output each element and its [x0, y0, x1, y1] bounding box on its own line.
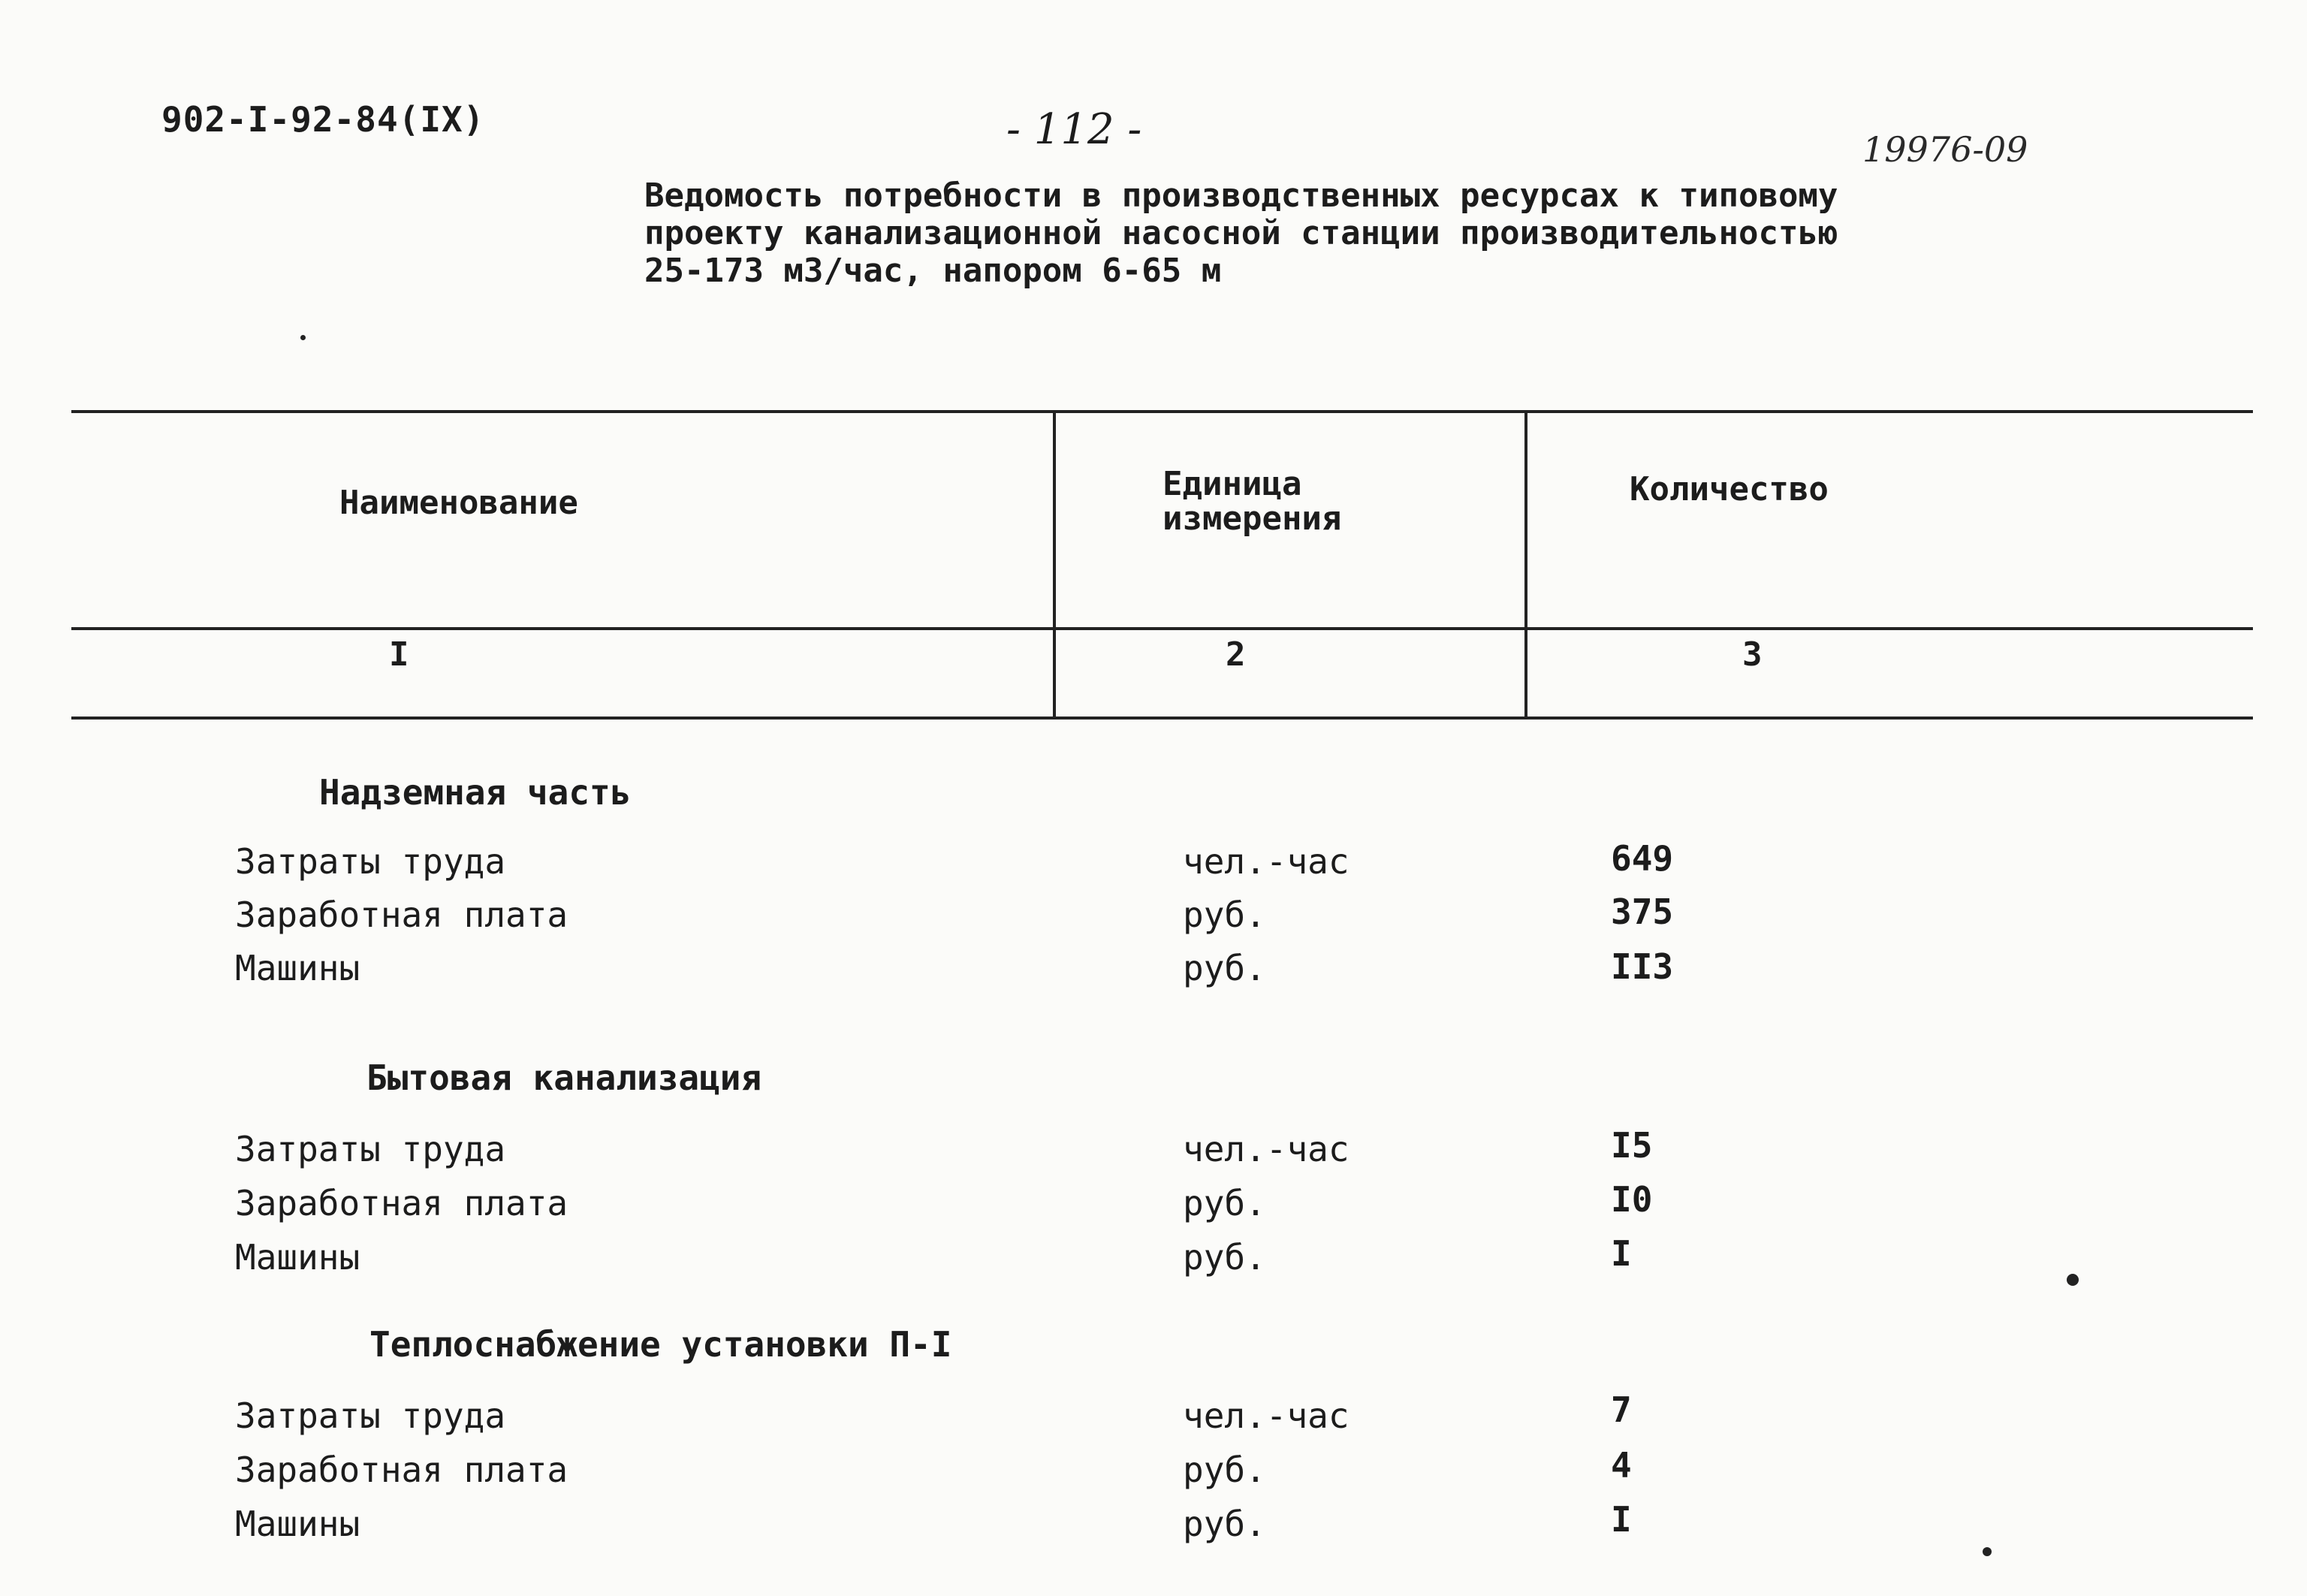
- row-unit: чел.-час: [1183, 841, 1350, 882]
- row-quantity: 4: [1611, 1445, 1632, 1486]
- row-unit: руб.: [1183, 1237, 1266, 1278]
- row-unit: руб.: [1183, 1504, 1266, 1544]
- table-numbers-rule: [71, 717, 2253, 720]
- row-unit: чел.-час: [1183, 1129, 1350, 1169]
- row-name: Заработная плата: [235, 895, 568, 935]
- row-quantity: II3: [1611, 946, 1674, 987]
- scan-speck: [300, 335, 306, 340]
- section-title: Бытовая канализация: [366, 1057, 762, 1098]
- row-name: Машины: [235, 1237, 360, 1278]
- row-name: Затраты труда: [235, 1395, 506, 1436]
- row-unit: руб.: [1183, 1450, 1266, 1490]
- row-quantity: I: [1611, 1233, 1632, 1274]
- row-name: Затраты труда: [235, 1129, 506, 1169]
- page-number: - 112 -: [1006, 105, 1142, 154]
- scan-speck: [1983, 1547, 1992, 1556]
- section-title: Надземная часть: [319, 772, 632, 813]
- column-divider-1: [1053, 410, 1056, 720]
- document-title: [644, 177, 1838, 290]
- column-number-3: 3: [1742, 635, 1763, 674]
- table-top-rule: [71, 410, 2253, 413]
- title-line: Ведомость потребности в производственных ресурсах к типовому: [644, 176, 1838, 215]
- table-header-rule: [71, 627, 2253, 630]
- title-line: проекту канализационной насосной станции производительностью: [644, 214, 1838, 252]
- row-quantity: I: [1611, 1499, 1632, 1540]
- title-line: 25-173 м3/час, напором 6-65 м: [644, 252, 1222, 290]
- inventory-number: 19976-09: [1862, 129, 2028, 170]
- row-unit: руб.: [1183, 948, 1266, 988]
- row-quantity: 649: [1611, 838, 1674, 879]
- document-code: 902-I-92-84(IX): [161, 99, 485, 140]
- row-unit: руб.: [1183, 895, 1266, 935]
- row-quantity: 7: [1611, 1389, 1632, 1430]
- row-name: Затраты труда: [235, 841, 506, 882]
- row-unit: чел.-час: [1183, 1395, 1350, 1436]
- column-divider-2: [1524, 410, 1527, 720]
- column-header-name: Наименование: [339, 484, 578, 522]
- column-number-2: 2: [1226, 635, 1246, 674]
- column-header-quantity: Количество: [1630, 470, 1829, 508]
- row-name: Заработная плата: [235, 1183, 568, 1223]
- scan-speck: [2067, 1274, 2079, 1286]
- row-name: Машины: [235, 1504, 360, 1544]
- row-quantity: I0: [1611, 1179, 1653, 1220]
- row-quantity: I5: [1611, 1125, 1653, 1166]
- column-header-unit: Единица измерения: [1163, 465, 1342, 538]
- row-name: Заработная плата: [235, 1450, 568, 1490]
- row-name: Машины: [235, 948, 360, 988]
- row-quantity: 375: [1611, 892, 1674, 932]
- row-unit: руб.: [1183, 1183, 1266, 1223]
- column-number-1: I: [389, 635, 409, 674]
- section-title: Теплоснабжение установки П-I: [369, 1324, 952, 1365]
